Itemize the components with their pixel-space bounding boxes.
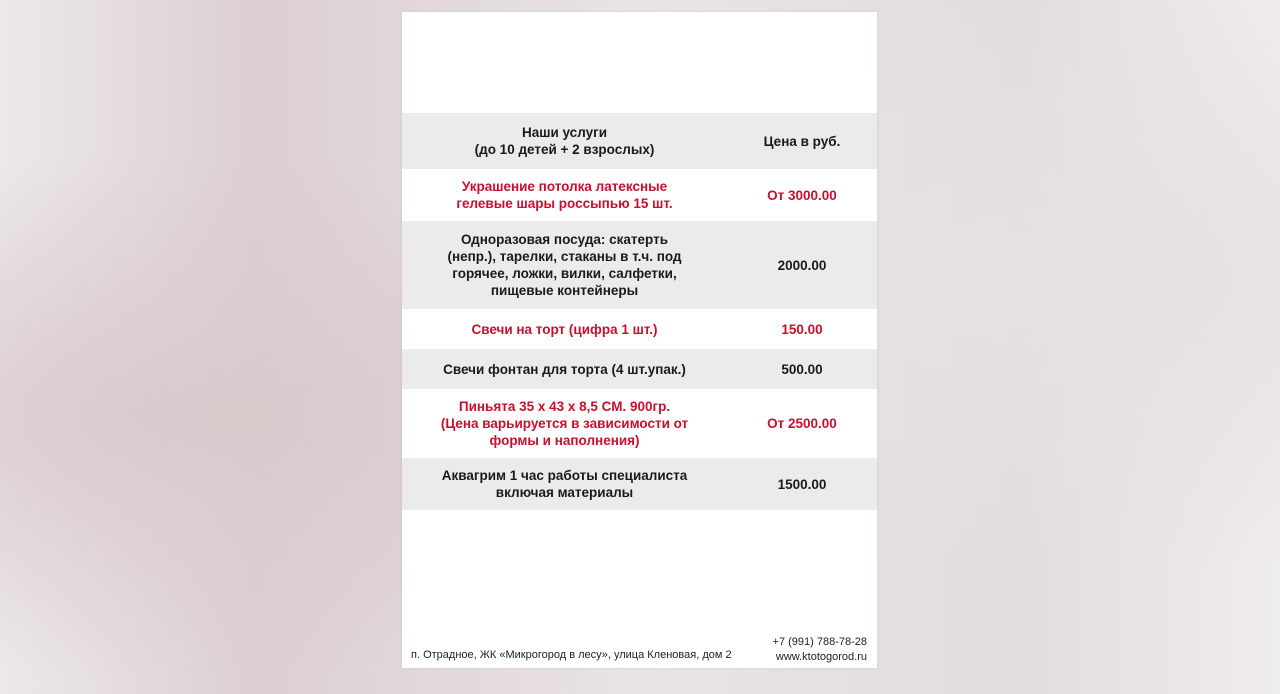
footer-contacts <box>773 635 867 665</box>
table-row <box>402 169 877 221</box>
header-services: Наши услуги (до 10 детей + 2 взрослых) <box>474 125 655 157</box>
table-row <box>402 458 877 510</box>
service-price: 150.00 <box>781 321 823 337</box>
service-price: От 2500.00 <box>767 416 837 431</box>
service-name: Свечи на торт (цифра 1 шт.) <box>471 321 658 337</box>
table-row <box>402 309 877 349</box>
header-price: Цена в руб. <box>763 133 841 149</box>
service-name: Пиньята 35 х 43 х 8,5 СМ. 900гр. (Цена варьируется в зависимости от формы и наполнения) <box>440 399 689 448</box>
price-list-page <box>402 12 877 668</box>
footer-address: п. Отрадное, ЖК «Микрогород в лесу», улица Кленовая, дом 2 <box>411 649 732 661</box>
service-price: 1500.00 <box>777 476 827 492</box>
service-name: Аквагрим 1 час работы специалиста включая материалы <box>441 468 688 500</box>
service-name: Украшение потолка латексные гелевые шары россыпью 15 шт. <box>456 179 673 211</box>
price-table <box>402 113 877 510</box>
table-row <box>402 221 877 309</box>
table-row <box>402 389 877 458</box>
service-price: От 3000.00 <box>767 187 837 203</box>
service-name: Свечи фонтан для торта (4 шт.упак.) <box>443 361 686 377</box>
table-row <box>402 349 877 389</box>
footer-website: www.ktotogorod.ru <box>775 651 867 663</box>
table-header-row <box>402 113 877 169</box>
service-price: 500.00 <box>781 361 823 377</box>
service-price: 2000.00 <box>777 257 827 273</box>
service-name: Одноразовая посуда: скатерть (непр.), тарелки, стаканы в т.ч. под горячее, ложки, вилки, салфетки, пищевые контейнеры <box>447 232 682 298</box>
footer-phone: +7 (991) 788-78-28 <box>772 636 867 648</box>
